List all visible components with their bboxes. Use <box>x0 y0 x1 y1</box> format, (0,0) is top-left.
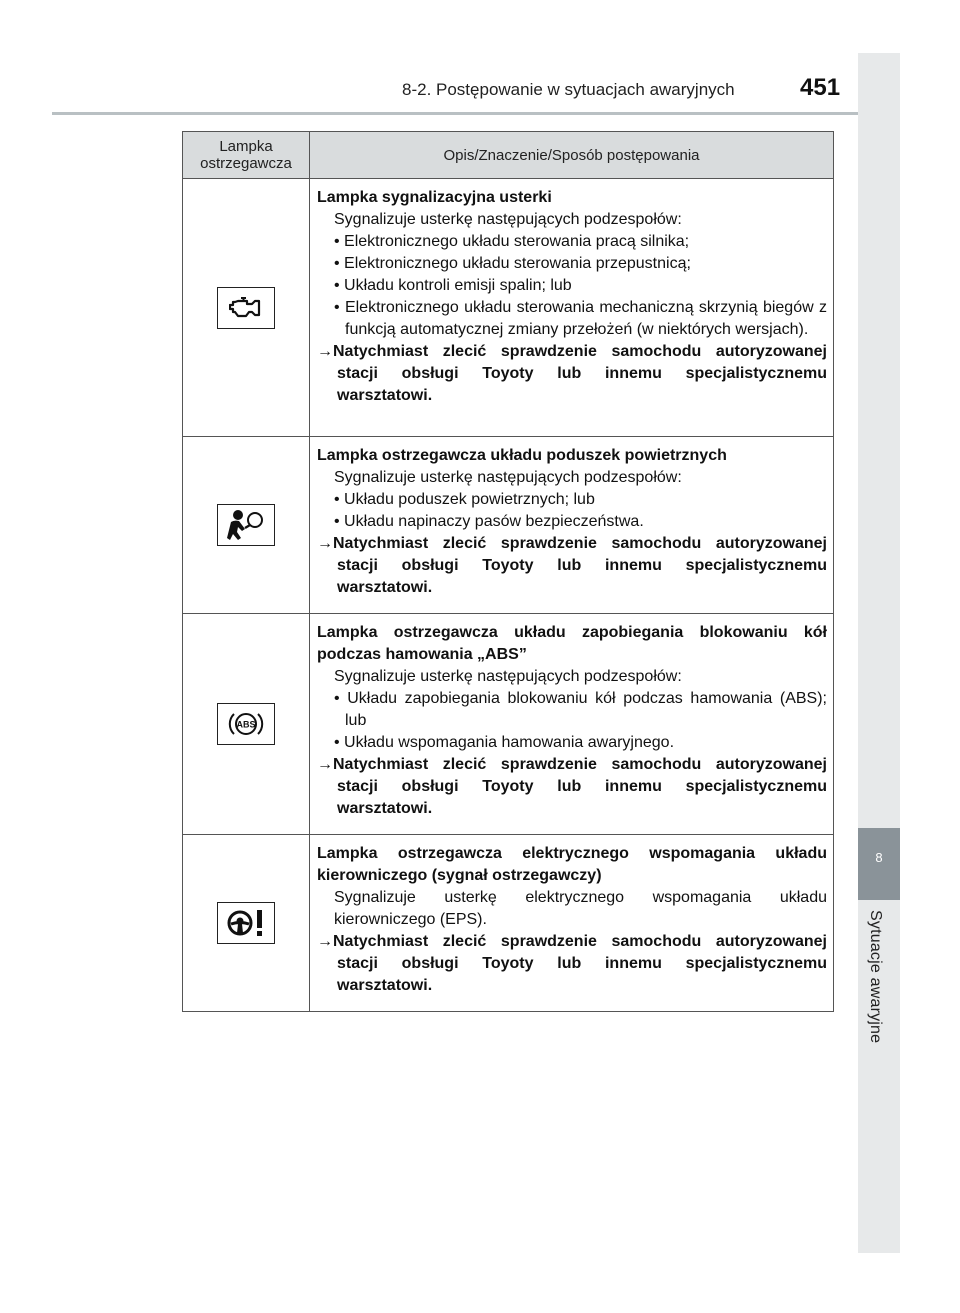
page-number: 451 <box>800 74 841 101</box>
arrow-icon: → <box>317 933 333 950</box>
list-item: • Układu napinaczy pasów bezpieczeństwa. <box>334 513 644 530</box>
row-title: Lampka ostrzegawcza układu poduszek powietrznych <box>317 447 727 464</box>
engine-check-icon <box>217 287 275 329</box>
list-item: • Elektronicznego układu sterowania pracą silnika; <box>334 233 690 250</box>
row-action <box>317 533 827 599</box>
action-text: Natychmiast zlecić sprawdzenie samochodu autoryzowanej stacji obsługi Toyoty lub innemu specjalistycznemu warsztatowi. <box>333 343 827 404</box>
column-header-description: Opis/Znaczenie/Sposób postępowania <box>310 132 834 179</box>
description-cell <box>310 179 834 437</box>
abs-icon-label: ABS <box>236 719 256 730</box>
row-intro: Sygnalizuje usterkę następujących podzespołów: <box>334 668 682 685</box>
action-text: Natychmiast zlecić sprawdzenie samochodu autoryzowanej stacji obsługi Toyoty lub innemu specjalistycznemu warsztatowi. <box>333 933 827 994</box>
table-header-row <box>183 132 834 179</box>
description-cell <box>310 437 834 614</box>
row-action <box>317 931 827 997</box>
row-action <box>317 341 827 407</box>
list-item: • Układu poduszek powietrznych; lub <box>334 491 595 508</box>
list-item: • Elektronicznego układu sterowania mechaniczną skrzynią biegów z funkcją automatycznej zmiany przełożeń (w niektórych wersjach). <box>334 299 827 338</box>
list-item: • Układu wspomagania hamowania awaryjnego. <box>334 734 675 751</box>
table-row <box>183 437 834 614</box>
abs-icon <box>217 703 275 745</box>
airbag-icon <box>217 504 275 546</box>
warning-lights-table <box>182 131 834 1012</box>
table-row <box>183 835 834 1012</box>
chapter-number: 8 <box>875 850 883 865</box>
column-header-light: Lampka ostrzegawcza <box>183 132 310 179</box>
table-row <box>183 614 834 835</box>
row-title: Lampka ostrzegawcza układu zapobiegania blokowaniu kół podczas hamowania „ABS” <box>317 624 827 663</box>
arrow-icon: → <box>317 756 333 773</box>
icon-cell <box>183 437 310 614</box>
description-cell <box>310 614 834 835</box>
row-intro: Sygnalizuje usterkę elektrycznego wspomagania układu kierowniczego (EPS). <box>334 889 827 928</box>
row-title: Lampka ostrzegawcza elektrycznego wspomagania układu kierowniczego (sygnał ostrzegawczy) <box>317 845 827 884</box>
action-text: Natychmiast zlecić sprawdzenie samochodu autoryzowanej stacji obsługi Toyoty lub innemu specjalistycznemu warsztatowi. <box>333 756 827 817</box>
row-intro: Sygnalizuje usterkę następujących podzespołów: <box>334 469 682 486</box>
arrow-icon: → <box>317 535 333 552</box>
header-divider <box>52 112 900 115</box>
chapter-label: Sytuacje awaryjne <box>867 910 884 1044</box>
list-item: • Układu kontroli emisji spalin; lub <box>334 277 572 294</box>
description-cell <box>310 835 834 1012</box>
power-steering-warning-icon <box>217 902 275 944</box>
arrow-icon: → <box>317 343 333 360</box>
row-title: Lampka sygnalizacyjna usterki <box>317 189 552 206</box>
running-header-title: 8-2. Postępowanie w sytuacjach awaryjnych <box>402 80 735 99</box>
icon-cell <box>183 614 310 835</box>
icon-cell <box>183 179 310 437</box>
list-item: • Elektronicznego układu sterowania przepustnicą; <box>334 255 691 272</box>
action-text: Natychmiast zlecić sprawdzenie samochodu autoryzowanej stacji obsługi Toyoty lub innemu specjalistycznemu warsztatowi. <box>333 535 827 596</box>
list-item: • Układu zapobiegania blokowaniu kół podczas hamowania (ABS); lub <box>334 690 827 729</box>
row-action <box>317 754 827 820</box>
table-row <box>183 179 834 437</box>
row-intro: Sygnalizuje usterkę następujących podzespołów: <box>334 211 682 228</box>
chapter-side-bar <box>858 53 900 1253</box>
icon-cell <box>183 835 310 1012</box>
